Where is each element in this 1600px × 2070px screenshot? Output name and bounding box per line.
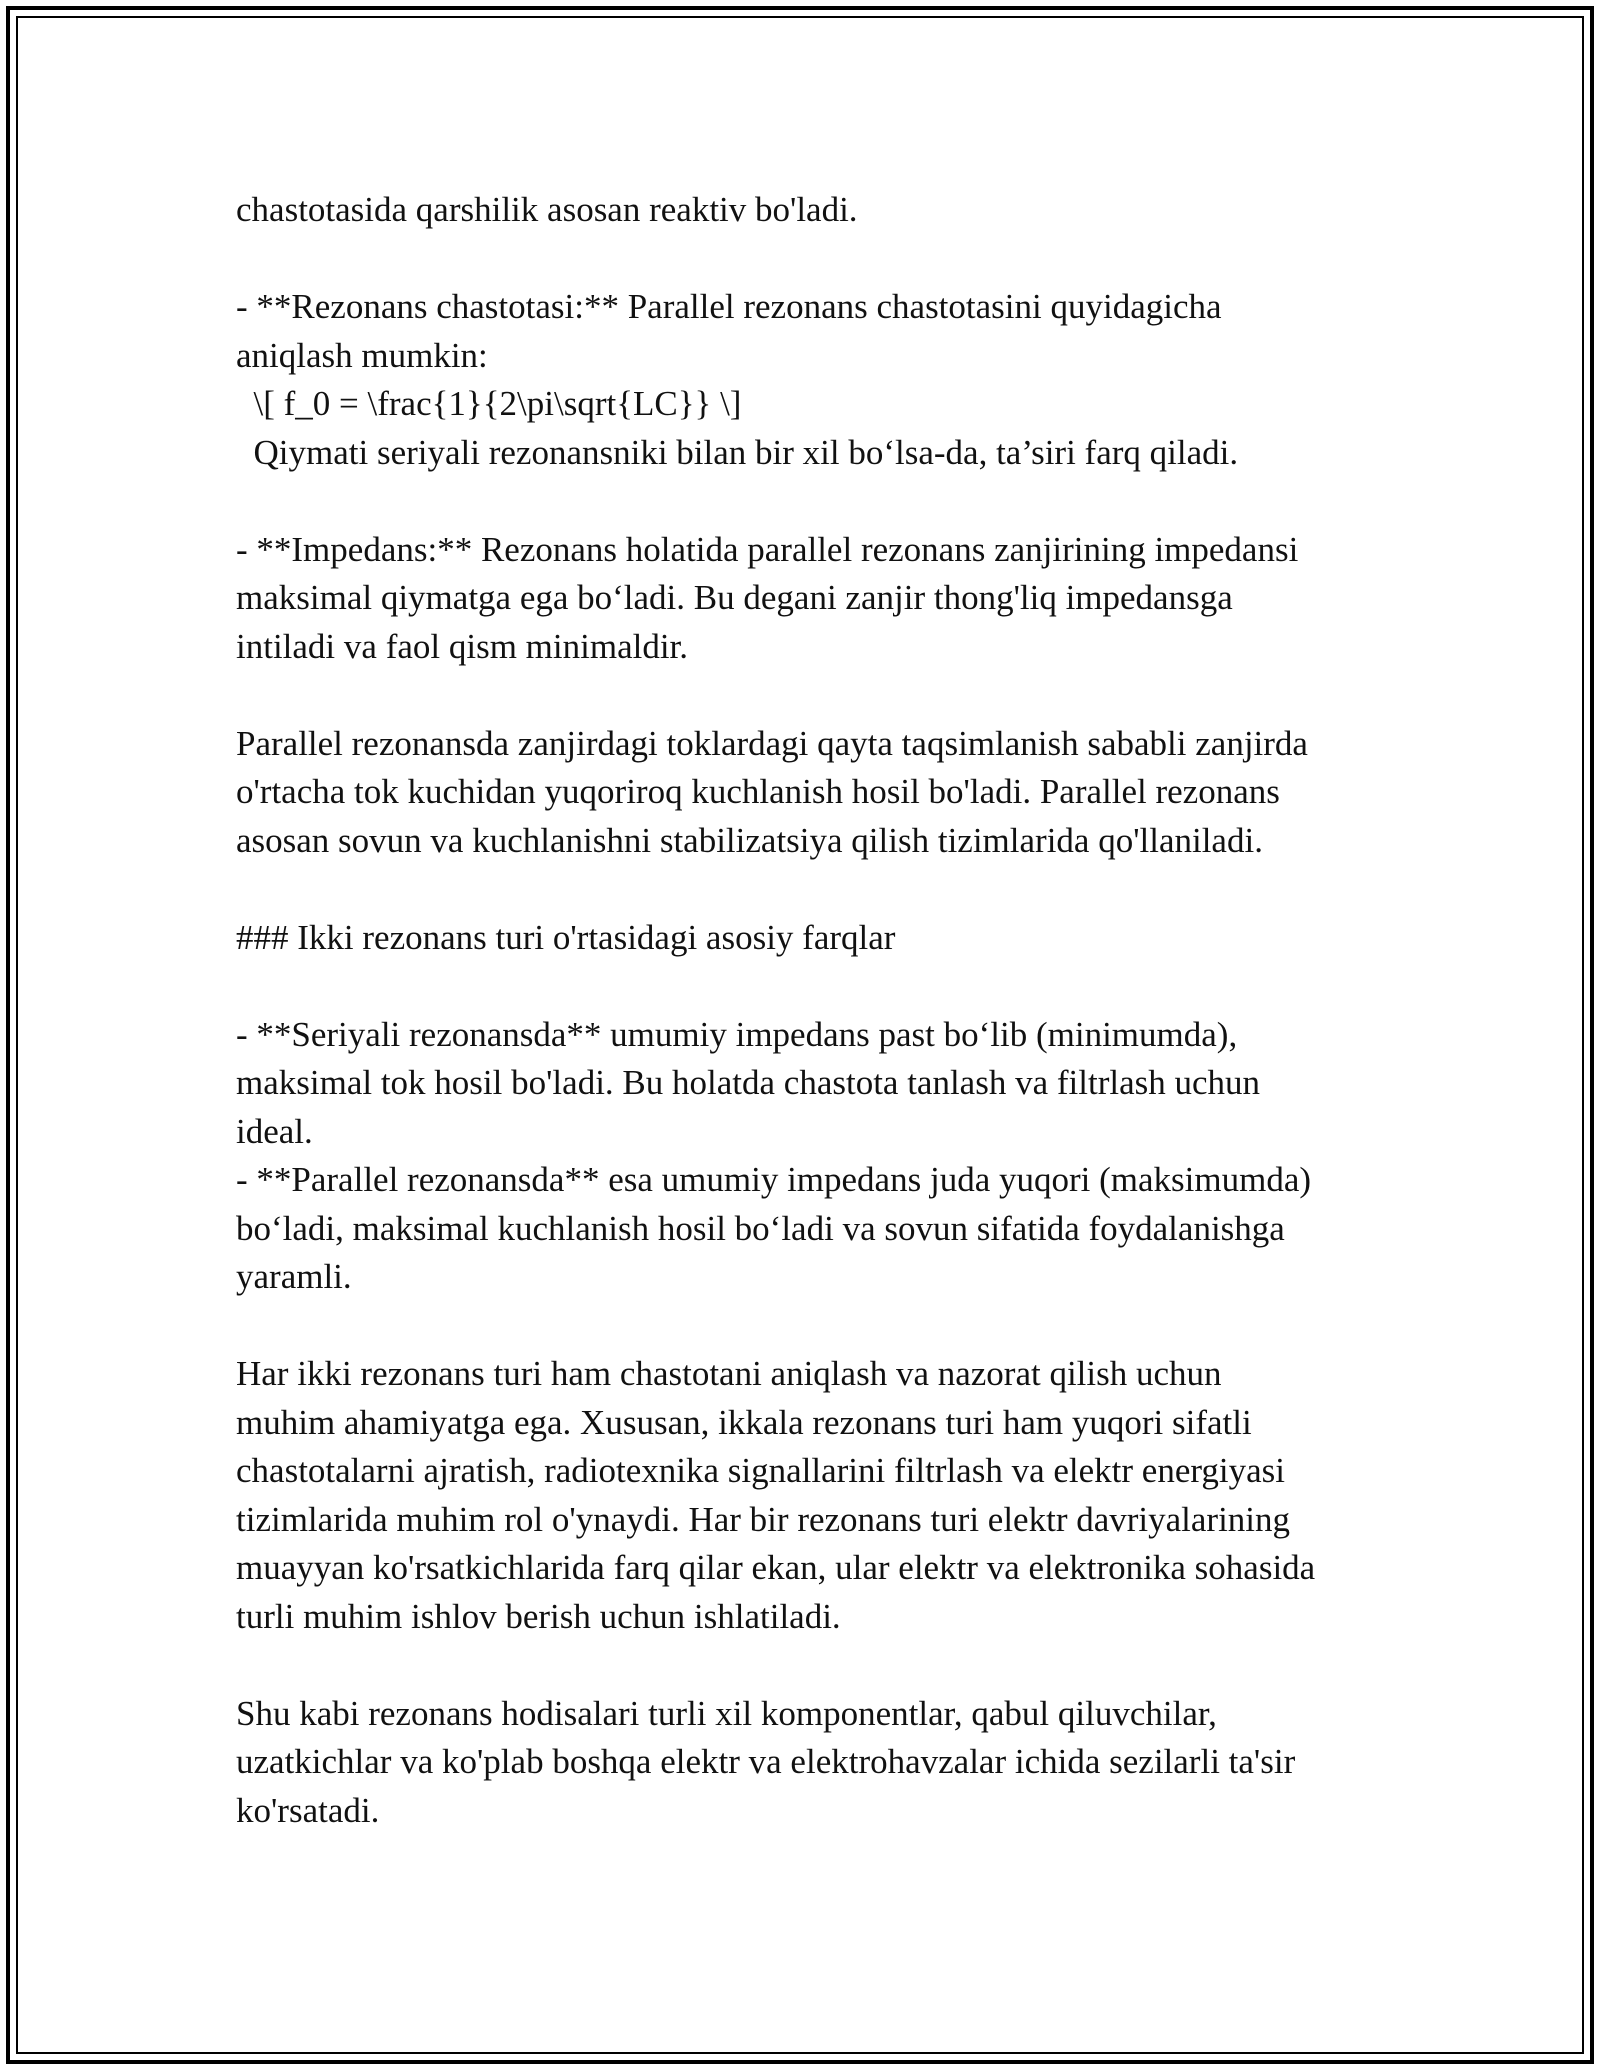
paragraph-gap <box>236 235 1396 284</box>
list-item-line: maksimal tok hosil bo'ladi. Bu holatda chastota tanlash va filtrlash uchun <box>236 1063 1261 1102</box>
text-line: aniqlash mumkin: <box>236 335 488 375</box>
section-heading <box>236 914 1396 963</box>
text-line: intiladi va faol qism minimaldir. <box>236 626 689 666</box>
paragraph-gap <box>236 1641 1396 1690</box>
paragraph-impedance <box>236 526 1396 672</box>
document-body <box>236 186 1396 1835</box>
text-line: Parallel rezonansda zanjirdagi toklardagi qayta taqsimlanish sababli zanjirda <box>236 723 1308 763</box>
paragraph-intro <box>236 186 1396 235</box>
paragraph-gap <box>236 1302 1396 1351</box>
heading-line: ### Ikki rezonans turi o'rtasidagi asosiy farqlar <box>236 917 896 957</box>
list-item-line: bo‘ladi, maksimal kuchlanish hosil bo‘ladi va sovun sifatida foydalanishga <box>236 1208 1285 1248</box>
paragraph-differences-list <box>236 1011 1396 1302</box>
text-line: Shu kabi rezonans hodisalari turli xil komponentlar, qabul qiluvchilar, <box>236 1693 1217 1733</box>
formula-line: \[ f_0 = \frac{1}{2\pi\sqrt{LC}} \] <box>236 384 742 423</box>
paragraph-resonance-frequency <box>236 283 1396 477</box>
text-line: maksimal qiymatga ega bo‘ladi. Bu degani zanjir thong'liq impedansga <box>236 578 1233 617</box>
paragraph-gap <box>236 477 1396 526</box>
text-line: ko'rsatadi. <box>236 1790 380 1830</box>
paragraph-parallel-resonance <box>236 720 1396 866</box>
paragraph-conclusion <box>236 1690 1396 1836</box>
text-line: o'rtacha tok kuchidan yuqoriroq kuchlanish hosil bo'ladi. Parallel rezonans <box>236 772 1280 811</box>
paragraph-summary <box>236 1350 1396 1641</box>
list-item-line: - **Seriyali rezonansda** umumiy impedans past bo‘lib (minimumda), <box>236 1014 1238 1054</box>
text-line: uzatkichlar va ko'plab boshqa elektr va elektrohavzalar ichida sezilarli ta'sir <box>236 1742 1296 1781</box>
text-line: muhim ahamiyatga ega. Xususan, ikkala rezonans turi ham yuqori sifatli <box>236 1402 1252 1442</box>
text-line: turli muhim ishlov berish uchun ishlatiladi. <box>236 1596 841 1636</box>
text-line: chastotalarni ajratish, radiotexnika signallarini filtrlash va elektr energiyasi <box>236 1451 1285 1490</box>
text-line: Qiymati seriyali rezonansniki bilan bir xil bo‘lsa-da, ta’siri farq qiladi. <box>236 432 1239 472</box>
paragraph-gap <box>236 865 1396 914</box>
text-line: chastotasida qarshilik asosan reaktiv bo'ladi. <box>236 190 858 229</box>
text-line: tizimlarida muhim rol o'ynaydi. Har bir rezonans turi elektr davriyalarining <box>236 1499 1291 1539</box>
text-line: muayyan ko'rsatkichlarida farq qilar ekan, ular elektr va elektronika sohasida <box>236 1548 1316 1587</box>
text-line: asosan sovun va kuchlanishni stabilizatsiya qilish tizimlarida qo'llaniladi. <box>236 820 1263 860</box>
paragraph-gap <box>236 962 1396 1011</box>
list-item-line: - **Parallel rezonansda** esa umumiy impedans juda yuqori (maksimumda) <box>236 1160 1312 1199</box>
list-item-line: ideal. <box>236 1111 313 1151</box>
text-line: - **Impedans:** Rezonans holatida parallel rezonans zanjirining impedansi <box>236 529 1299 569</box>
text-line: - **Rezonans chastotasi:** Parallel rezonans chastotasini quyidagicha <box>236 287 1222 326</box>
list-item-line: yaramli. <box>236 1257 352 1296</box>
paragraph-gap <box>236 671 1396 720</box>
text-line: Har ikki rezonans turi ham chastotani aniqlash va nazorat qilish uchun <box>236 1354 1222 1393</box>
